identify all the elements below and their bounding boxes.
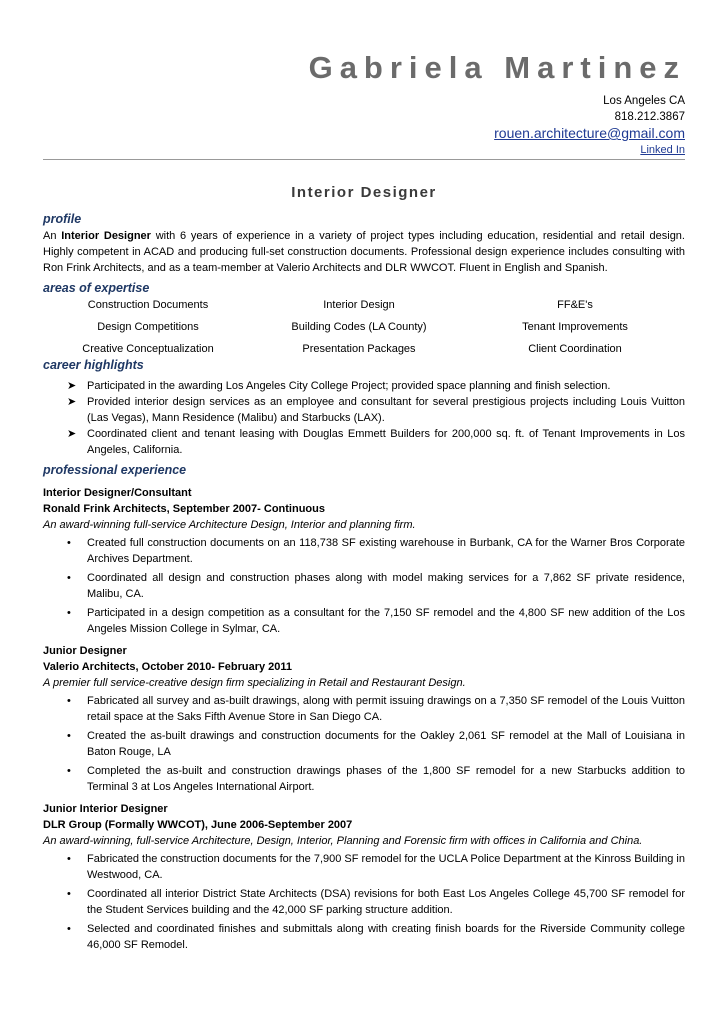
list-item <box>67 728 685 760</box>
expertise-item: Client Coordination <box>528 343 622 355</box>
job-role: Junior Designer <box>43 645 127 657</box>
job-company: Valerio Architects, October 2010- February 2011 <box>43 661 293 673</box>
expertise-heading: areas of expertise <box>43 281 150 295</box>
list-item <box>67 426 685 458</box>
job-entry <box>43 643 685 795</box>
bullet-text: Coordinated all interior District State Architects (DSA) revisions for both East Los Angeles College 45,700 SF remodel for the Student Services building and the 42,000 SF parking structure addition. <box>87 888 685 916</box>
experience-heading: professional experience <box>43 463 187 477</box>
list-item <box>67 394 685 426</box>
job-bullets <box>43 693 685 795</box>
expertise-item: Design Competitions <box>97 321 199 333</box>
bullet-icon: • <box>67 537 71 549</box>
highlight-text: Provided interior design services as an employee and consultant for several prestigious projects including Louis Vuitton (Las Vegas), Mann Residence (Malibu) and Starbucks (LAX). <box>87 396 685 424</box>
bullet-text: Fabricated the construction documents for the 7,900 SF remodel for the UCLA Police Department at the Kinross Building in Westwood, CA. <box>87 853 685 881</box>
bullet-icon: • <box>67 730 71 742</box>
expertise-item: Building Codes (LA County) <box>291 321 427 333</box>
list-item <box>67 851 685 883</box>
bullet-icon: • <box>67 923 71 935</box>
list-item <box>67 378 685 394</box>
job-bullets <box>43 535 685 637</box>
profile-text-prefix: An <box>43 230 62 242</box>
bullet-text: Selected and coordinated finishes and submittals along with creating finish boards for the Riverside Community college 46,000 SF Remodel. <box>87 923 685 951</box>
highlight-text: Coordinated client and tenant leasing with Douglas Emmett Builders for 200,000 sq. ft. of Tenant Improvements in Los Angeles, California. <box>87 428 685 456</box>
profile-text <box>43 228 685 276</box>
expertise-grid <box>43 297 685 357</box>
list-item <box>67 570 685 602</box>
arrow-bullet-icon: ➤ <box>67 380 77 392</box>
arrow-bullet-icon: ➤ <box>67 396 77 408</box>
resume-body <box>43 211 685 956</box>
profile-heading: profile <box>43 212 82 226</box>
highlights-list <box>43 378 685 458</box>
list-item <box>67 535 685 567</box>
bullet-text: Coordinated all design and construction phases along with model making services for a 7,862 SF private residence, Malibu, CA. <box>87 572 685 600</box>
bullet-text: Fabricated all survey and as-built drawings, along with permit issuing drawings on a 7,350 SF remodel of the Louis Vuitton retail space at the Saks Fifth Avenue Store in San Diego CA. <box>87 695 685 723</box>
expertise-item: Tenant Improvements <box>522 321 628 333</box>
job-entry <box>43 801 685 953</box>
job-entry <box>43 485 685 637</box>
highlights-heading: career highlights <box>43 358 144 372</box>
bullet-text: Created the as-built drawings and construction documents for the Oakley 2,061 SF remodel at the Mall of Louisiana in Baton Rouge, LA <box>87 730 685 758</box>
profile-text-rest: with 6 years of experience in a variety of project types including education, residential and retail design. Highly competent in ACAD and producing full-set construction documents. Professional design experience includes consulting with Ron Frink Architects, and as a team-member at Valerio Architects and DLR WWCOT. Fluent in English and Spanish. <box>43 230 685 274</box>
list-item <box>67 921 685 953</box>
list-item <box>67 605 685 637</box>
list-item <box>67 693 685 725</box>
bullet-icon: • <box>67 607 71 619</box>
bullet-icon: • <box>67 888 71 900</box>
expertise-item: Presentation Packages <box>302 343 416 355</box>
job-description: An award-winning, full-service Architecture, Design, Interior, Planning and Forensic firm with offices in California and China. <box>43 835 643 847</box>
contact-phone: 818.212.3867 <box>614 111 685 123</box>
expertise-item: FF&E's <box>557 299 593 311</box>
contact-city: Los Angeles CA <box>603 95 685 107</box>
bullet-icon: • <box>67 572 71 584</box>
highlight-text: Participated in the awarding Los Angeles City College Project; provided space planning and finish selection. <box>87 380 611 392</box>
job-role: Interior Designer/Consultant <box>43 487 192 499</box>
bullet-text: Participated in a design competition as a consultant for the 7,150 SF remodel and the 4,800 SF new addition of the Los Angeles Mission College in Sylmar, CA. <box>87 607 685 635</box>
expertise-item: Construction Documents <box>87 299 209 311</box>
profile-text-bold: Interior Designer <box>61 230 151 242</box>
job-description: An award-winning full-service Architecture Design, Interior and planning firm. <box>43 519 416 531</box>
job-company: Ronald Frink Architects, September 2007- Continuous <box>43 503 325 515</box>
bullet-icon: • <box>67 695 71 707</box>
bullet-icon: • <box>67 765 71 777</box>
header-divider <box>43 159 685 160</box>
job-title: Interior Designer <box>291 184 437 201</box>
bullet-text: Completed the as-built and construction drawings phases of the 1,800 SF remodel for a new Starbucks addition to Terminal 3 at Los Angeles International Airport. <box>87 765 685 793</box>
job-bullets <box>43 851 685 953</box>
linkedin-link[interactable]: Linked In <box>640 144 685 156</box>
expertise-item: Creative Conceptualization <box>82 343 214 355</box>
arrow-bullet-icon: ➤ <box>67 428 77 440</box>
job-company: DLR Group (Formally WWCOT), June 2006-September 2007 <box>43 819 353 831</box>
expertise-item: Interior Design <box>323 299 395 311</box>
applicant-name: Gabriela Martinez <box>308 50 686 85</box>
list-item <box>67 886 685 918</box>
bullet-icon: • <box>67 853 71 865</box>
list-item <box>67 763 685 795</box>
job-description: A premier full service-creative design firm specializing in Retail and Restaurant Design. <box>43 677 466 689</box>
job-role: Junior Interior Designer <box>43 803 168 815</box>
bullet-text: Created full construction documents on an 118,738 SF existing warehouse in Burbank, CA for the Warner Bros Corporate Archives Department. <box>87 537 685 565</box>
contact-email-link[interactable]: rouen.architecture@gmail.com <box>494 125 685 141</box>
